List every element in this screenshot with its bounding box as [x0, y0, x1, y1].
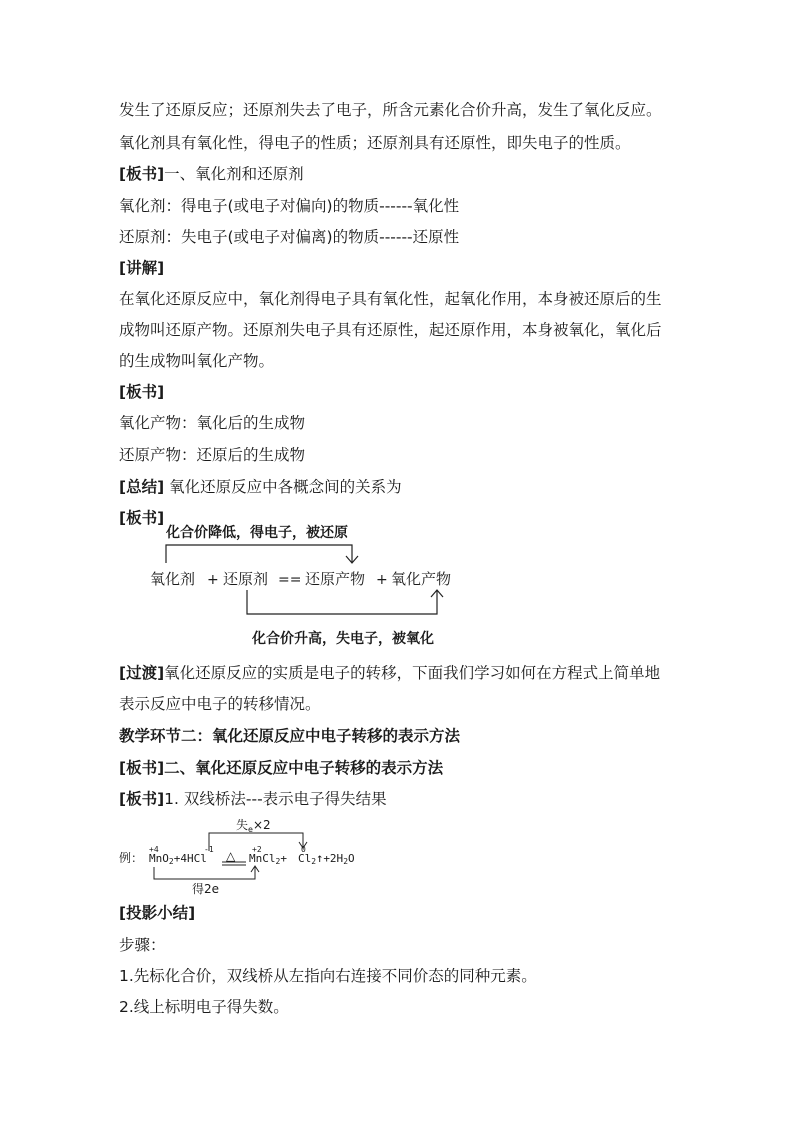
plus-sign-2: + — [376, 572, 388, 588]
gain-bridge — [154, 867, 255, 879]
heading-summary: [总结] 氧化还原反应中各概念间的关系为 — [119, 478, 402, 496]
mno2-formula: MnO2+4HCl — [149, 852, 207, 866]
text-line-transition-1: [过渡]氧化还原反应的实质是电子的转移，下面我们学习如何在方程式上简单地 — [119, 664, 661, 682]
top-label: 化合价降低，得电子，被还原 — [166, 525, 348, 541]
text-line-oxidant: 氧化剂：得电子(或电子对偏向)的物质------氧化性 — [119, 197, 460, 215]
heading-board-2: [板书] — [119, 383, 165, 401]
text-line-explain-2: 成物叫还原产物。还原剂失电子具有还原性，起还原作用，本身被氧化，氧化后 — [119, 321, 662, 339]
board-heading-double-bridge: [板书]1. 双线桥法---表示电子得失结果 — [119, 790, 387, 808]
text-line-ox-product: 氧化产物：氧化后的生成物 — [119, 414, 306, 432]
mn-oxidation-state-2: +2 — [252, 845, 262, 854]
text-step-2: 2.线上标明电子得失数。 — [119, 998, 289, 1016]
section-heading-step-2: 教学环节二：氧化还原反应中电子转移的表示方法 — [119, 727, 461, 745]
plus-sign-1: + — [207, 572, 219, 588]
cl2-formula: Cl2↑+2H2O — [298, 851, 355, 866]
reactant-reductant: 还原剂 — [223, 570, 269, 588]
gain-label: 得2e — [192, 882, 220, 896]
text-line-transition-2: 表示反应中电子的转移情况。 — [119, 695, 321, 713]
text-line-1: 发生了还原反应；还原剂失去了电子，所含元素化合价升高，发生了氧化反应。 — [119, 101, 662, 119]
heading-board-1: [板书]一、氧化剂和还原剂 — [119, 165, 304, 183]
product-oxidation: 氧化产物 — [391, 570, 452, 588]
text-line-reductant: 还原剂：失电子(或电子对偏离)的物质------还原性 — [119, 228, 460, 246]
example-prefix: 例： — [119, 851, 144, 865]
text-line-explain-1: 在氧化还原反应中，氧化剂得电子具有氧化性，起氧化作用，本身被还原后的生 — [119, 290, 662, 308]
heading-board-3: [板书] — [119, 509, 165, 527]
text-line-red-product: 还原产物：还原后的生成物 — [119, 446, 306, 464]
text-step-1: 1.先标化合价，双线桥从左指向右连接不同价态的同种元素。 — [119, 967, 537, 985]
product-reduction: 还原产物 — [305, 570, 366, 588]
text-line-explain-3: 的生成物叫氧化产物。 — [119, 352, 275, 370]
board-heading-electron-transfer: [板书]二、氧化还原反应中电子转移的表示方法 — [119, 759, 444, 777]
mn-oxidation-state-1: +4 — [149, 845, 159, 854]
mncl2-formula: MnCl2+ — [249, 852, 287, 866]
text-line-2: 氧化剂具有氧化性，得电子的性质；还原剂具有还原性，即失电子的性质。 — [119, 134, 631, 152]
equals-sign: == — [278, 572, 302, 588]
reactant-oxidant: 氧化剂 — [150, 570, 196, 588]
cl-oxidation-state-1: -1 — [204, 845, 214, 854]
text-steps-label: 步骤： — [119, 936, 166, 954]
heading-projection-summary: [投影小结] — [119, 904, 196, 922]
cl-oxidation-state-2: 0 — [301, 845, 306, 854]
heading-explain: [讲解] — [119, 259, 165, 277]
heat-symbol: △ — [226, 849, 236, 863]
bottom-label: 化合价升高，失电子，被氧化 — [252, 631, 434, 647]
lose-label: 失$_e$×2 — [236, 818, 271, 834]
